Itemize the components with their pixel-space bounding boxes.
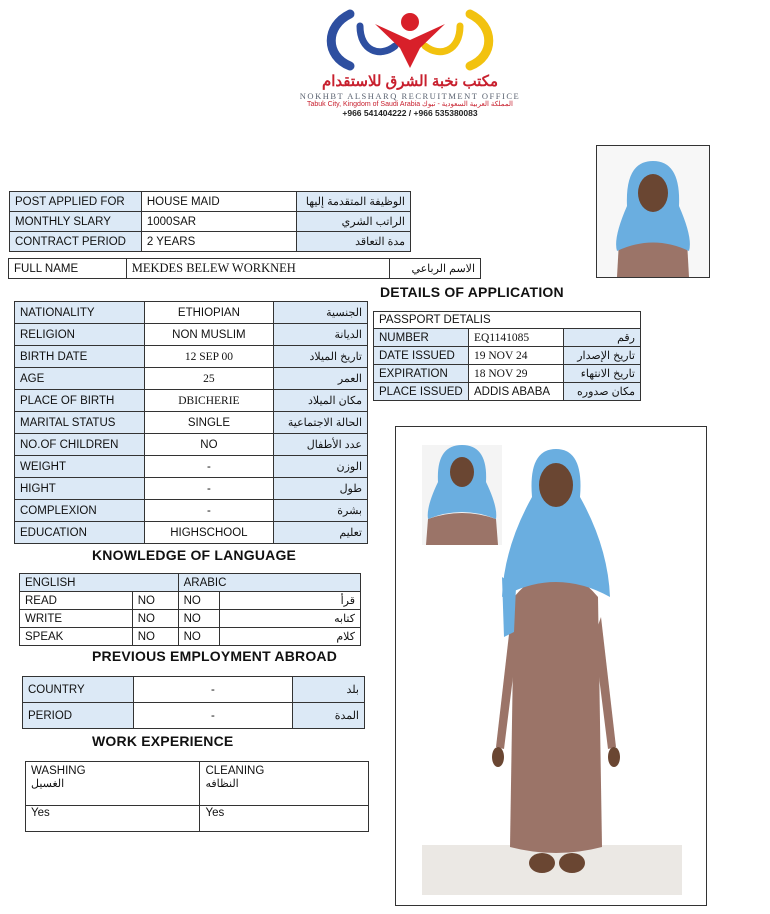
personal-value: 12 SEP 00 — [144, 346, 273, 368]
language-skill-ar: قرأ — [219, 592, 360, 610]
passport-label-ar: مكان صدوره — [564, 383, 641, 401]
experience-value: Yes — [200, 806, 369, 832]
experience-table — [25, 761, 369, 832]
personal-label-ar: العمر — [274, 368, 368, 390]
personal-label-ar: مكان الميلاد — [274, 390, 368, 412]
personal-label-ar: بشرة — [274, 500, 368, 522]
job-label-ar: الراتب الشري — [297, 212, 411, 232]
personal-value: SINGLE — [144, 412, 273, 434]
experience-value: Yes — [26, 806, 200, 832]
headshot-photo — [596, 145, 710, 278]
passport-value: 18 NOV 29 — [468, 365, 563, 383]
employment-heading: PREVIOUS EMPLOYMENT ABROAD — [92, 648, 338, 664]
personal-label: WEIGHT — [15, 456, 145, 478]
language-skill: SPEAK — [20, 628, 133, 646]
logo-emblem-icon — [320, 6, 500, 72]
passport-label-ar: تاريخ الإصدار — [564, 347, 641, 365]
employment-label: PERIOD — [23, 703, 134, 729]
personal-value: 25 — [144, 368, 273, 390]
language-col-arabic: ARABIC — [178, 574, 360, 592]
employment-label-ar: بلد — [293, 677, 365, 703]
language-col-english: ENGLISH — [20, 574, 179, 592]
full-name-table — [8, 258, 481, 279]
job-label-ar: مدة التعاقد — [297, 232, 411, 252]
full-body-photo — [395, 426, 707, 906]
language-english: NO — [132, 628, 178, 646]
passport-label-ar: تاريخ الانتهاء — [564, 365, 641, 383]
job-label: MONTHLY SLARY — [10, 212, 142, 232]
language-skill: WRITE — [20, 610, 133, 628]
personal-label: MARITAL STATUS — [15, 412, 145, 434]
job-table — [9, 191, 411, 252]
language-skill-ar: كتابه — [219, 610, 360, 628]
personal-label-ar: الديانة — [274, 324, 368, 346]
experience-label: CLEANING — [205, 765, 265, 777]
job-value: 2 YEARS — [141, 232, 296, 252]
full-name-label: FULL NAME — [9, 259, 127, 279]
personal-label-ar: الوزن — [274, 456, 368, 478]
language-arabic: NO — [178, 610, 219, 628]
language-table — [19, 573, 361, 646]
employment-value: - — [133, 703, 292, 729]
personal-label: NO.OF CHILDREN — [15, 434, 145, 456]
job-value: 1000SAR — [141, 212, 296, 232]
personal-label: HIGHT — [15, 478, 145, 500]
logo-location: Tabuk City, Kingdom of Saudi Arabia المملكة العربية السعودية - تبوك — [307, 101, 513, 108]
personal-value: - — [144, 456, 273, 478]
language-heading: KNOWLEDGE OF LANGUAGE — [92, 547, 297, 563]
experience-label-ar: النظافه — [205, 778, 239, 790]
passport-label-ar: رقم — [564, 329, 641, 347]
employment-table — [22, 676, 365, 729]
personal-label-ar: الجنسية — [274, 302, 368, 324]
job-value: HOUSE MAID — [141, 192, 296, 212]
full-name-label-ar: الاسم الرباعي — [390, 259, 481, 279]
personal-label: PLACE OF BIRTH — [15, 390, 145, 412]
personal-label: RELIGION — [15, 324, 145, 346]
personal-table — [14, 301, 368, 544]
personal-label-ar: طول — [274, 478, 368, 500]
passport-value: ADDIS ABABA — [468, 383, 563, 401]
language-arabic: NO — [178, 628, 219, 646]
personal-value: - — [144, 478, 273, 500]
job-label: CONTRACT PERIOD — [10, 232, 142, 252]
personal-value: NO — [144, 434, 273, 456]
personal-label: AGE — [15, 368, 145, 390]
personal-value: DBICHERIE — [144, 390, 273, 412]
personal-value: - — [144, 500, 273, 522]
logo-english-name: NOKHBT ALSHARQ RECRUITMENT OFFICE — [299, 91, 521, 101]
personal-label: BIRTH DATE — [15, 346, 145, 368]
experience-label-ar: الغسيل — [31, 778, 65, 790]
language-english: NO — [132, 592, 178, 610]
personal-value: ETHIOPIAN — [144, 302, 273, 324]
experience-heading: WORK EXPERIENCE — [92, 733, 234, 749]
passport-label: DATE ISSUED — [374, 347, 469, 365]
passport-table — [373, 311, 641, 401]
language-skill: READ — [20, 592, 133, 610]
passport-title: PASSPORT DETALIS — [374, 312, 641, 329]
logo-phones: +966 541404222 / +966 535380083 — [342, 108, 478, 118]
passport-label: EXPIRATION — [374, 365, 469, 383]
personal-label-ar: تاريخ الميلاد — [274, 346, 368, 368]
full-name-value: MEKDES BELEW WORKNEH — [126, 259, 389, 279]
language-english: NO — [132, 610, 178, 628]
employment-label: COUNTRY — [23, 677, 134, 703]
passport-value: 19 NOV 24 — [468, 347, 563, 365]
job-label-ar: الوظيفة المتقدمة إليها — [297, 192, 411, 212]
employment-label-ar: المدة — [293, 703, 365, 729]
passport-label: NUMBER — [374, 329, 469, 347]
personal-label: COMPLEXION — [15, 500, 145, 522]
personal-label: NATIONALITY — [15, 302, 145, 324]
personal-label-ar: عدد الأطفال — [274, 434, 368, 456]
company-logo — [250, 6, 570, 118]
personal-value: NON MUSLIM — [144, 324, 273, 346]
passport-value: EQ1141085 — [468, 329, 563, 347]
language-skill-ar: كلام — [219, 628, 360, 646]
personal-label: EDUCATION — [15, 522, 145, 544]
employment-value: - — [133, 677, 292, 703]
logo-arabic-name: مكتب نخبة الشرق للاستقدام — [321, 73, 499, 90]
job-label: POST APPLIED FOR — [10, 192, 142, 212]
personal-value: HIGHSCHOOL — [144, 522, 273, 544]
personal-label-ar: الحالة الاجتماعية — [274, 412, 368, 434]
personal-label-ar: تعليم — [274, 522, 368, 544]
passport-label: PLACE ISSUED — [374, 383, 469, 401]
language-arabic: NO — [178, 592, 219, 610]
experience-label: WASHING — [31, 765, 86, 777]
details-heading: DETAILS OF APPLICATION — [380, 284, 564, 300]
